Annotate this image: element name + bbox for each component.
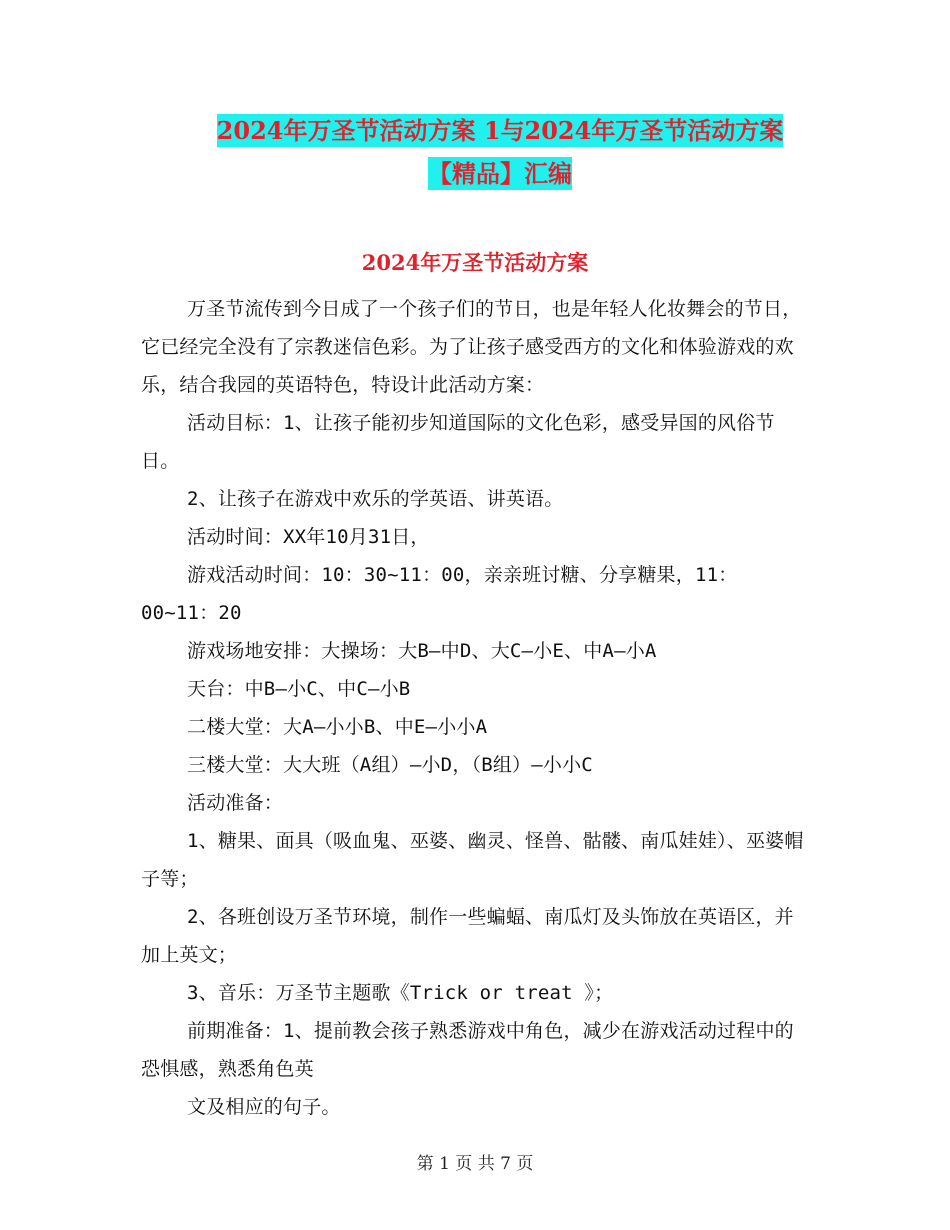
paragraph-venue-floor3: 三楼大堂：大大班（A组）—小D，（B组）—小小C <box>187 754 593 776</box>
paragraph-venue-floor2: 二楼大堂：大A—小小B、中E—小小A <box>187 716 488 738</box>
paragraph-intro: 万圣节流传到今日成了一个孩子们的节日，也是年轻人化妆舞会的节日，它已经完全没有了宗教迷信色彩。为了让孩子感受西方的文化和体验游戏的欢乐，结合我园的英语特色，特设计此活动方案： <box>141 298 802 396</box>
section-title: 2024年万圣节活动方案 <box>361 250 589 275</box>
paragraph-prep-1: 1、糖果、面具（吸血鬼、巫婆、幽灵、怪兽、骷髅、南瓜娃娃）、巫婆帽子等； <box>141 830 804 890</box>
paragraph-prep-3: 3、音乐：万圣节主题歌《Trick or treat 》； <box>187 982 614 1004</box>
document-body <box>141 290 813 1126</box>
document-title-line-1 <box>100 111 900 151</box>
title-highlight-2: 【精品】汇编 <box>428 159 572 188</box>
page-indicator: 第 1 页 共 7 页 <box>416 1154 534 1174</box>
paragraph-prep-2: 2、各班创设万圣节环境，制作一些蝙蝠、南瓜灯及头饰放在英语区，并加上英文； <box>141 906 794 966</box>
paragraph-date: 活动时间：XX年10月31日， <box>187 526 430 548</box>
paragraph-preparation-heading: 活动准备： <box>187 792 284 814</box>
paragraph-early-prep-continued: 文及相应的句子。 <box>187 1096 341 1118</box>
title-highlight-1: 2024年万圣节活动方案 1与2024年万圣节活动方案 <box>216 116 784 145</box>
paragraph-game-time: 游戏活动时间：10：30~11：00，亲亲班讨糖、分享糖果，11：00~11：20 <box>141 564 738 624</box>
paragraph-venue-rooftop: 天台：中B—小C、中C—小B <box>187 678 411 700</box>
paragraph-goal-1: 活动目标：1、让孩子能初步知道国际的文化色彩，感受异国的风俗节日。 <box>141 412 775 472</box>
document-title-line-2 <box>100 154 900 194</box>
paragraph-venue-playground: 游戏场地安排：大操场：大B—中D、大C—小E、中A—小A <box>187 640 657 662</box>
paragraph-goal-2: 2、让孩子在游戏中欢乐的学英语、讲英语。 <box>187 488 564 510</box>
paragraph-early-prep: 前期准备：1、提前教会孩子熟悉游戏中角色，减少在游戏活动过程中的恐惧感，熟悉角色英 <box>141 1020 794 1080</box>
